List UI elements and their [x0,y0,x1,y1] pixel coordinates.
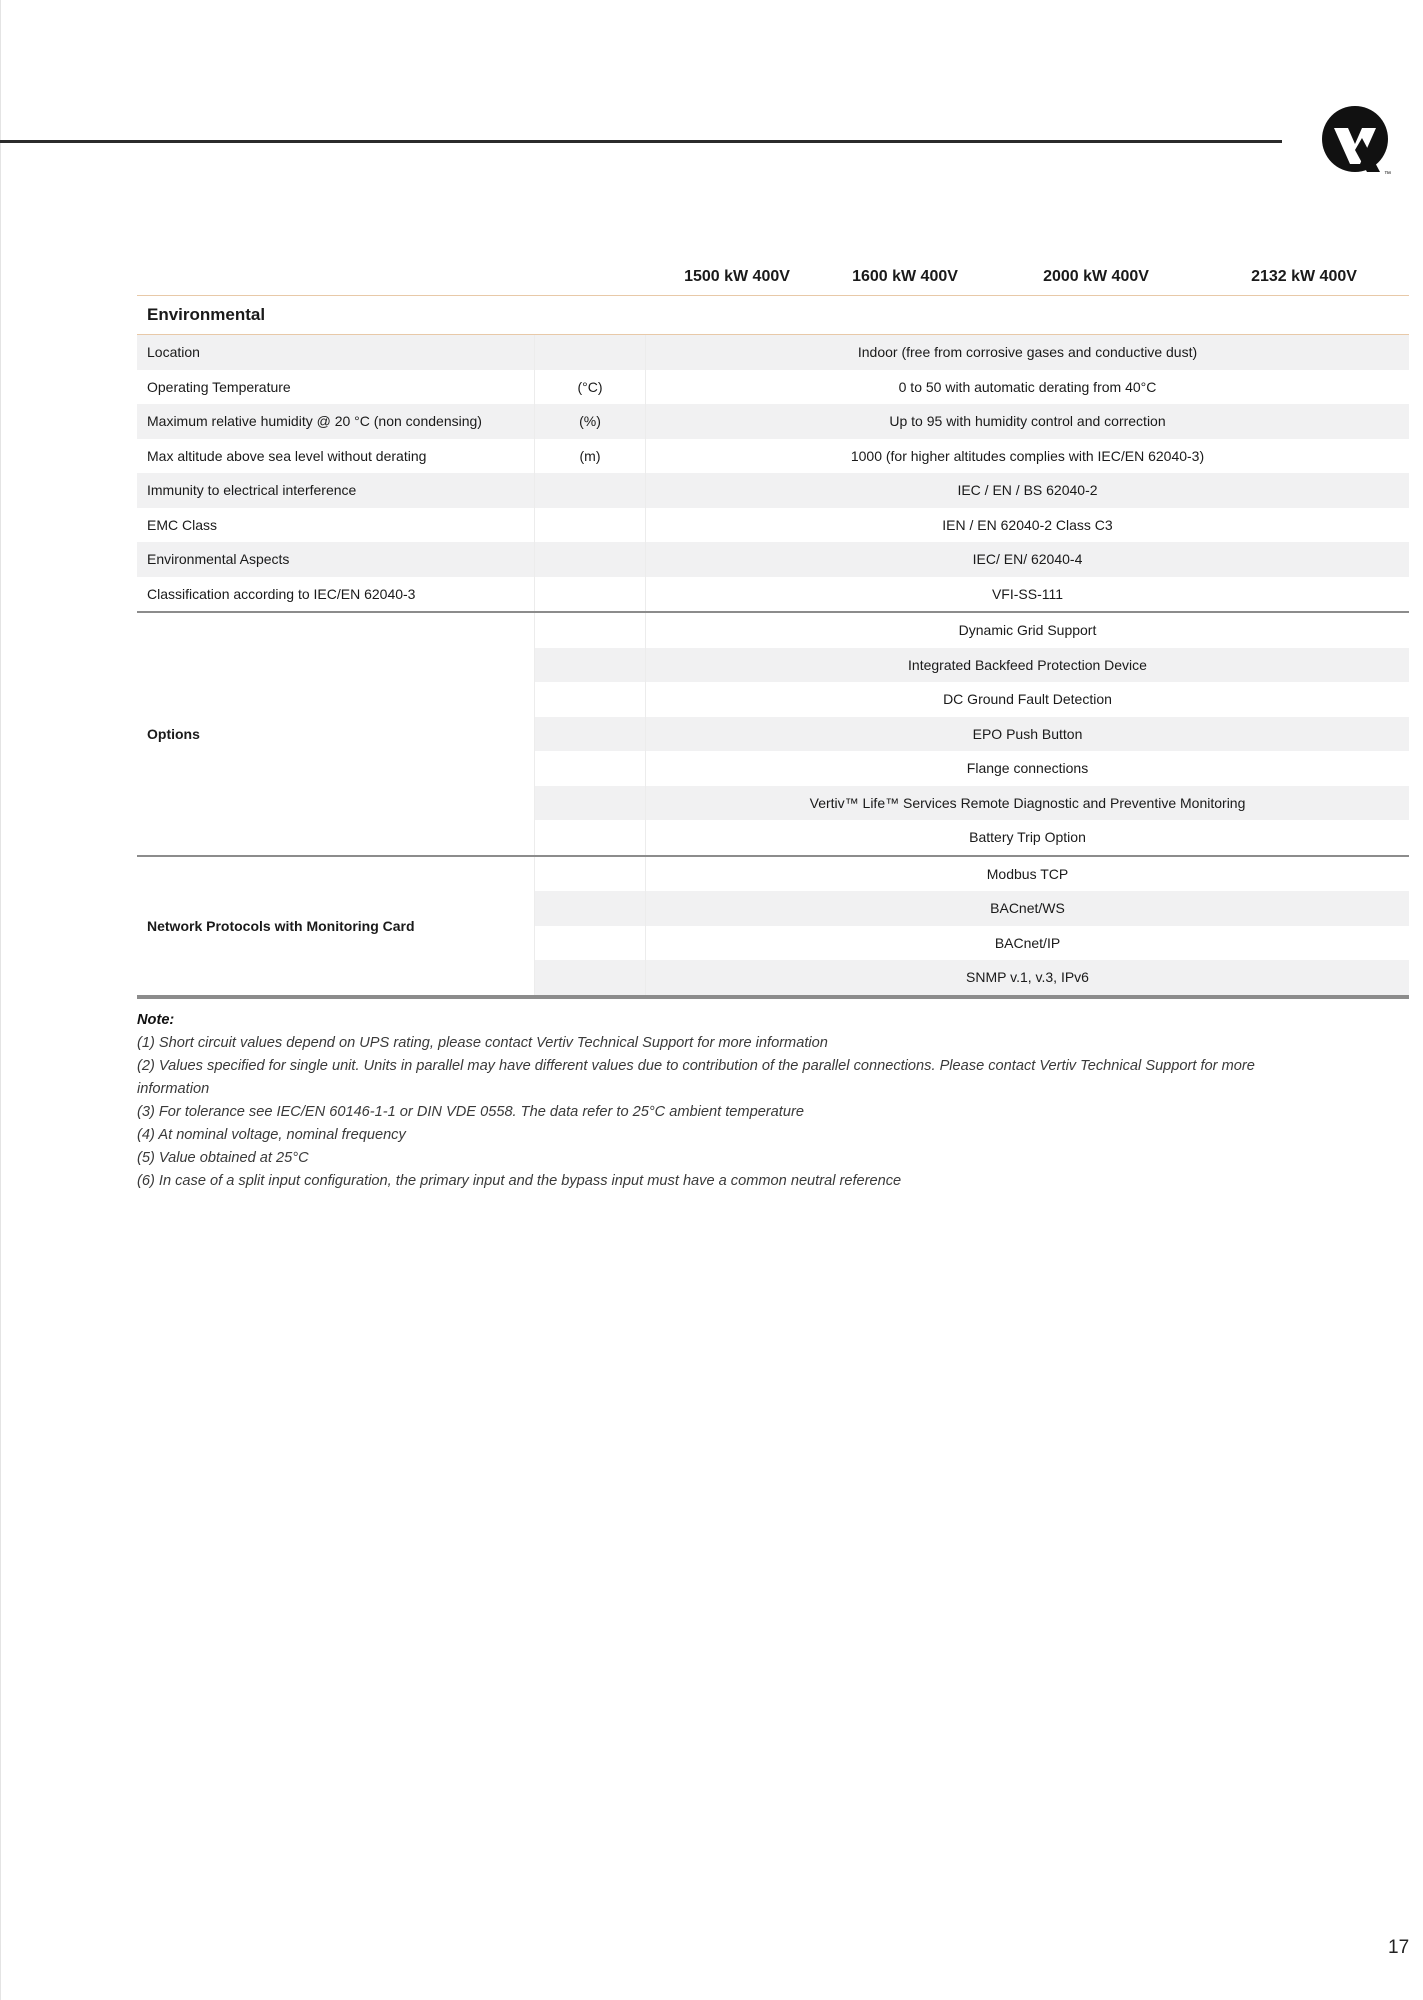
column-header-2132kw: 2132 kW 400V [1251,268,1357,285]
column-header-1500kw: 1500 kW 400V [684,268,790,285]
row-value: 1000 (for higher altitudes complies with IEC/EN 62040-3) [850,447,1205,464]
option-row [534,613,1409,648]
table-row [137,335,1409,370]
section-title: Environmental [147,305,266,324]
options-rows [534,613,1409,855]
row-label: Location [147,344,200,361]
page-number: 17 [1388,1937,1410,1958]
row-unit: (%) [534,404,646,439]
protocol-row [534,926,1409,961]
section-title-row [137,295,1409,335]
table-row [137,404,1409,439]
protocol-value: BACnet/WS [990,900,1065,917]
row-label: Operating Temperature [147,378,291,395]
row-unit: (m) [534,439,646,474]
note-line: (4) At nominal voltage, nominal frequency [137,1127,406,1143]
column-header-1600kw: 1600 kW 400V [852,268,958,285]
protocols-group [137,855,1409,999]
row-unit [534,577,646,612]
table-row [137,439,1409,474]
trademark-mark: ™ [1384,171,1391,178]
header-rule [0,140,1282,143]
protocol-row [534,891,1409,926]
row-label: Classification according to IEC/EN 62040-3 [147,585,416,602]
note-line: (6) In case of a split input configuration, the primary input and the bypass input must have a common neutral reference [137,1173,902,1189]
table-row [137,370,1409,405]
row-unit [534,542,646,577]
protocol-row [534,960,1409,995]
table-row [137,473,1409,508]
row-label: Environmental Aspects [147,551,290,568]
option-row [534,648,1409,683]
protocol-value: SNMP v.1, v.3, IPv6 [966,969,1089,986]
row-value: IEC/ EN/ 62040-4 [972,551,1083,568]
row-value: 0 to 50 with automatic derating from 40°C [898,378,1157,395]
row-label: Immunity to electrical interference [147,482,357,499]
protocols-label: Network Protocols with Monitoring Card [147,917,415,934]
column-header-2000kw: 2000 kW 400V [1043,268,1149,285]
note-line: (2) Values specified for single unit. Units in parallel may have different values due to contribution of the parallel connections. Please contact Vertiv Technical Support for more information [137,1058,1255,1097]
option-row [534,682,1409,717]
vertiv-logo-icon [1322,106,1394,178]
option-value: Dynamic Grid Support [958,622,1097,639]
option-row [534,717,1409,752]
protocol-row [534,857,1409,892]
option-value: Battery Trip Option [969,829,1086,846]
option-row [534,786,1409,821]
row-value: VFI-SS-111 [991,585,1064,602]
row-unit: (°C) [534,370,646,405]
row-value: IEN / EN 62040-2 Class C3 [942,516,1113,533]
option-value: EPO Push Button [972,725,1083,742]
table-row [137,508,1409,543]
spec-table [137,258,1409,999]
protocol-value: BACnet/IP [994,934,1061,951]
options-label: Options [147,725,200,742]
row-label: EMC Class [147,516,218,533]
note-line: (1) Short circuit values depend on UPS rating, please contact Vertiv Technical Support for more information [137,1035,828,1051]
options-group [137,611,1409,855]
row-value: Indoor (free from corrosive gases and conductive dust) [857,344,1198,361]
row-label: Maximum relative humidity @ 20 °C (non condensing) [147,413,482,430]
note-line: (3) For tolerance see IEC/EN 60146-1-1 or DIN VDE 0558. The data refer to 25°C ambient temperature [137,1104,804,1120]
row-value: Up to 95 with humidity control and correction [889,413,1166,430]
notes-title: Note: [137,1012,175,1028]
table-row [137,577,1409,612]
column-header-row [137,258,1409,295]
table-row [137,542,1409,577]
row-unit [534,335,646,370]
note-line: (5) Value obtained at 25°C [137,1150,309,1166]
row-label: Max altitude above sea level without derating [147,447,427,464]
protocols-rows [534,857,1409,995]
row-value: IEC / EN / BS 62040-2 [957,482,1098,499]
option-value: Vertiv™ Life™ Services Remote Diagnostic and Preventive Monitoring [809,794,1246,811]
page-left-edge [0,0,1,2000]
row-unit [534,473,646,508]
option-value: DC Ground Fault Detection [943,691,1112,708]
option-value: Flange connections [966,760,1089,777]
notes [137,1009,1297,1193]
row-unit [534,508,646,543]
option-value: Integrated Backfeed Protection Device [908,656,1147,673]
protocol-value: Modbus TCP [986,865,1069,882]
option-row [534,820,1409,855]
option-row [534,751,1409,786]
